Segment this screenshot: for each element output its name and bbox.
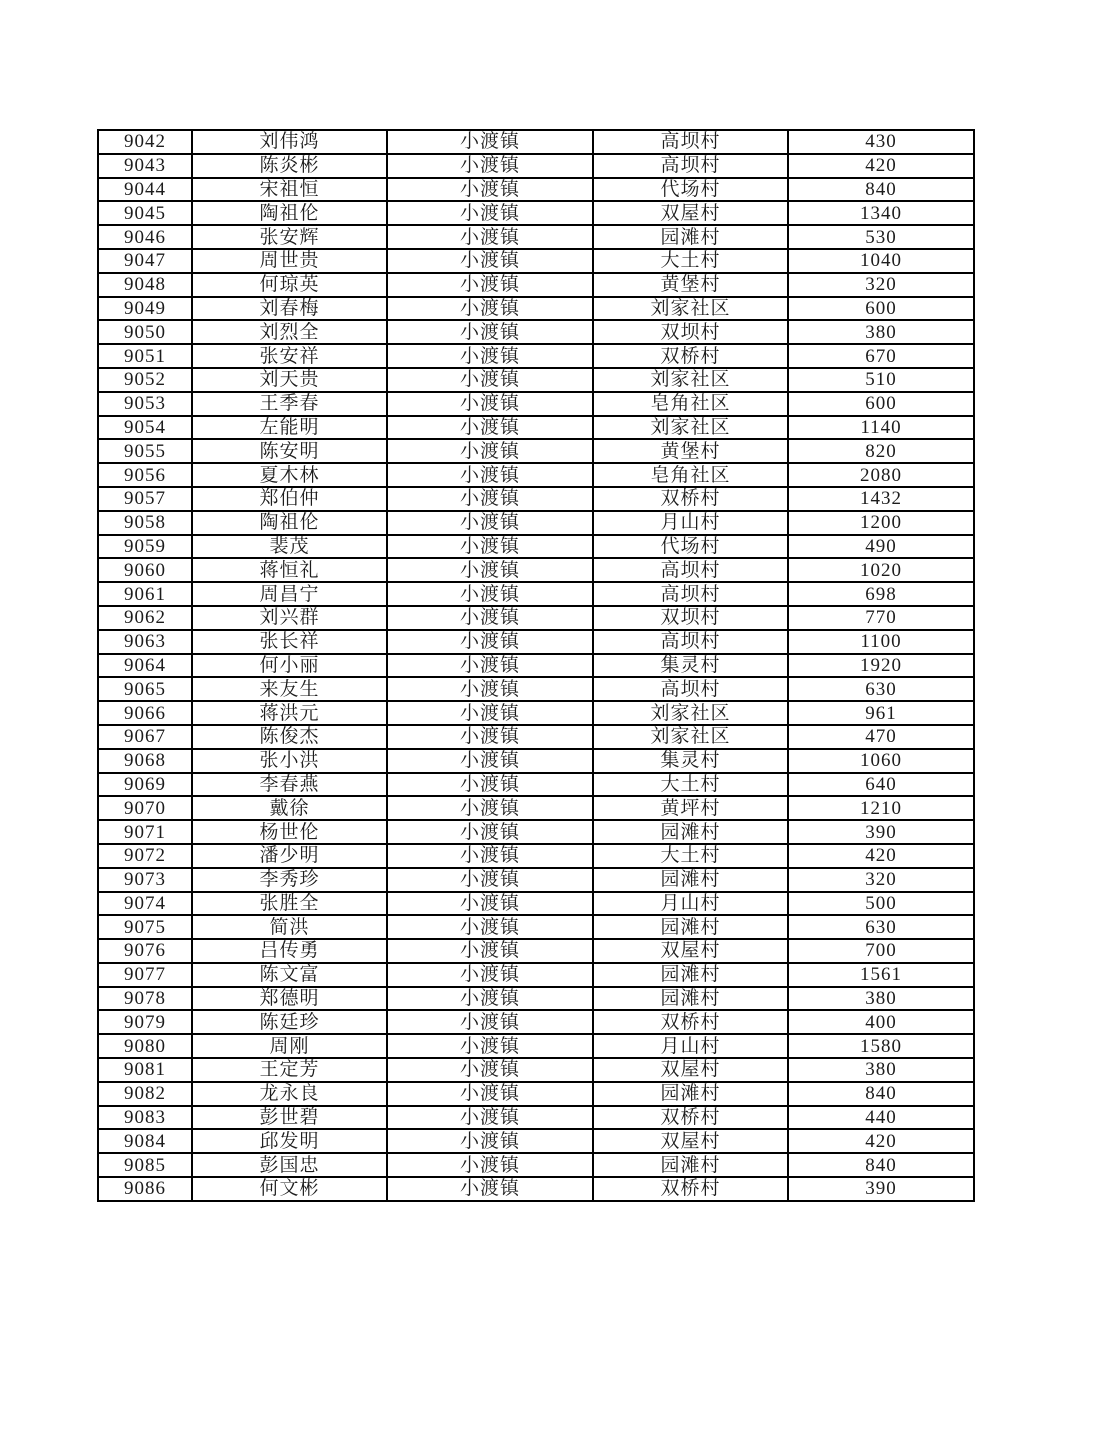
table-row xyxy=(98,392,974,416)
cell-id: 9046 xyxy=(98,225,192,249)
table-row xyxy=(98,1034,974,1058)
cell-id: 9074 xyxy=(98,892,192,916)
cell-town: 小渡镇 xyxy=(387,582,593,606)
cell-amount: 840 xyxy=(788,1082,974,1106)
table-row xyxy=(98,130,974,154)
cell-name: 陈安明 xyxy=(192,439,387,463)
cell-amount: 440 xyxy=(788,1106,974,1130)
cell-amount: 510 xyxy=(788,368,974,392)
cell-village: 双屋村 xyxy=(593,939,788,963)
cell-village: 园滩村 xyxy=(593,1082,788,1106)
cell-id: 9061 xyxy=(98,582,192,606)
cell-amount: 470 xyxy=(788,725,974,749)
cell-name: 宋祖恒 xyxy=(192,178,387,202)
table-row xyxy=(98,868,974,892)
cell-name: 周昌宁 xyxy=(192,582,387,606)
cell-amount: 630 xyxy=(788,677,974,701)
table-row xyxy=(98,677,974,701)
cell-name: 裴茂 xyxy=(192,535,387,559)
cell-village: 园滩村 xyxy=(593,963,788,987)
cell-town: 小渡镇 xyxy=(387,297,593,321)
cell-name: 周世贵 xyxy=(192,249,387,273)
cell-id: 9077 xyxy=(98,963,192,987)
cell-town: 小渡镇 xyxy=(387,630,593,654)
cell-town: 小渡镇 xyxy=(387,773,593,797)
cell-village: 高坝村 xyxy=(593,154,788,178)
cell-village: 黄堡村 xyxy=(593,439,788,463)
cell-village: 高坝村 xyxy=(593,558,788,582)
cell-amount: 2080 xyxy=(788,463,974,487)
cell-village: 双坝村 xyxy=(593,606,788,630)
cell-name: 龙永良 xyxy=(192,1082,387,1106)
table-row xyxy=(98,725,974,749)
cell-town: 小渡镇 xyxy=(387,749,593,773)
cell-id: 9078 xyxy=(98,987,192,1011)
cell-town: 小渡镇 xyxy=(387,439,593,463)
table-row xyxy=(98,154,974,178)
cell-village: 高坝村 xyxy=(593,582,788,606)
cell-amount: 390 xyxy=(788,820,974,844)
cell-name: 吕传勇 xyxy=(192,939,387,963)
table-row xyxy=(98,558,974,582)
cell-id: 9058 xyxy=(98,511,192,535)
table-row xyxy=(98,463,974,487)
cell-village: 园滩村 xyxy=(593,820,788,844)
cell-id: 9062 xyxy=(98,606,192,630)
table-row xyxy=(98,701,974,725)
table-row xyxy=(98,511,974,535)
cell-name: 郑德明 xyxy=(192,987,387,1011)
cell-id: 9073 xyxy=(98,868,192,892)
cell-village: 黄堡村 xyxy=(593,273,788,297)
cell-town: 小渡镇 xyxy=(387,1177,593,1201)
cell-town: 小渡镇 xyxy=(387,939,593,963)
cell-name: 陈俊杰 xyxy=(192,725,387,749)
cell-town: 小渡镇 xyxy=(387,511,593,535)
table-row xyxy=(98,416,974,440)
cell-amount: 670 xyxy=(788,344,974,368)
cell-amount: 530 xyxy=(788,225,974,249)
cell-id: 9047 xyxy=(98,249,192,273)
cell-name: 刘春梅 xyxy=(192,297,387,321)
cell-amount: 490 xyxy=(788,535,974,559)
cell-town: 小渡镇 xyxy=(387,725,593,749)
cell-town: 小渡镇 xyxy=(387,1153,593,1177)
cell-village: 园滩村 xyxy=(593,868,788,892)
cell-village: 月山村 xyxy=(593,511,788,535)
cell-village: 月山村 xyxy=(593,1034,788,1058)
cell-town: 小渡镇 xyxy=(387,987,593,1011)
cell-name: 彭世碧 xyxy=(192,1106,387,1130)
cell-id: 9069 xyxy=(98,773,192,797)
cell-name: 李秀珍 xyxy=(192,868,387,892)
cell-name: 杨世伦 xyxy=(192,820,387,844)
cell-amount: 1432 xyxy=(788,487,974,511)
cell-name: 彭国忠 xyxy=(192,1153,387,1177)
cell-town: 小渡镇 xyxy=(387,130,593,154)
cell-amount: 630 xyxy=(788,915,974,939)
cell-village: 双桥村 xyxy=(593,1106,788,1130)
cell-amount: 698 xyxy=(788,582,974,606)
cell-village: 集灵村 xyxy=(593,654,788,678)
cell-amount: 1140 xyxy=(788,416,974,440)
cell-village: 园滩村 xyxy=(593,225,788,249)
cell-name: 李春燕 xyxy=(192,773,387,797)
cell-id: 9067 xyxy=(98,725,192,749)
cell-id: 9055 xyxy=(98,439,192,463)
cell-amount: 1580 xyxy=(788,1034,974,1058)
cell-town: 小渡镇 xyxy=(387,892,593,916)
cell-town: 小渡镇 xyxy=(387,1034,593,1058)
cell-id: 9068 xyxy=(98,749,192,773)
cell-town: 小渡镇 xyxy=(387,796,593,820)
cell-village: 黄坪村 xyxy=(593,796,788,820)
cell-id: 9050 xyxy=(98,320,192,344)
cell-id: 9076 xyxy=(98,939,192,963)
cell-amount: 380 xyxy=(788,1058,974,1082)
cell-amount: 420 xyxy=(788,154,974,178)
cell-id: 9048 xyxy=(98,273,192,297)
cell-id: 9064 xyxy=(98,654,192,678)
cell-town: 小渡镇 xyxy=(387,820,593,844)
cell-amount: 420 xyxy=(788,1129,974,1153)
cell-id: 9086 xyxy=(98,1177,192,1201)
cell-amount: 1100 xyxy=(788,630,974,654)
cell-village: 双桥村 xyxy=(593,344,788,368)
table-row xyxy=(98,582,974,606)
table-row xyxy=(98,987,974,1011)
cell-village: 高坝村 xyxy=(593,677,788,701)
cell-amount: 320 xyxy=(788,273,974,297)
cell-village: 双桥村 xyxy=(593,1177,788,1201)
cell-village: 皂角社区 xyxy=(593,463,788,487)
cell-town: 小渡镇 xyxy=(387,368,593,392)
cell-village: 刘家社区 xyxy=(593,416,788,440)
cell-town: 小渡镇 xyxy=(387,915,593,939)
cell-village: 高坝村 xyxy=(593,630,788,654)
table-row xyxy=(98,1106,974,1130)
cell-name: 刘伟鸿 xyxy=(192,130,387,154)
table-row xyxy=(98,368,974,392)
table-row xyxy=(98,1153,974,1177)
table-row xyxy=(98,1177,974,1201)
cell-town: 小渡镇 xyxy=(387,1010,593,1034)
cell-amount: 420 xyxy=(788,844,974,868)
cell-name: 郑伯仲 xyxy=(192,487,387,511)
cell-town: 小渡镇 xyxy=(387,392,593,416)
cell-village: 月山村 xyxy=(593,892,788,916)
cell-town: 小渡镇 xyxy=(387,701,593,725)
table-row xyxy=(98,535,974,559)
cell-name: 何琼英 xyxy=(192,273,387,297)
cell-town: 小渡镇 xyxy=(387,677,593,701)
cell-village: 双屋村 xyxy=(593,1058,788,1082)
cell-name: 何文彬 xyxy=(192,1177,387,1201)
cell-id: 9084 xyxy=(98,1129,192,1153)
cell-village: 大土村 xyxy=(593,844,788,868)
cell-village: 双桥村 xyxy=(593,487,788,511)
cell-id: 9066 xyxy=(98,701,192,725)
cell-id: 9045 xyxy=(98,201,192,225)
table-row xyxy=(98,892,974,916)
cell-town: 小渡镇 xyxy=(387,1082,593,1106)
cell-village: 刘家社区 xyxy=(593,297,788,321)
cell-name: 周刚 xyxy=(192,1034,387,1058)
cell-name: 张小洪 xyxy=(192,749,387,773)
cell-name: 陈文富 xyxy=(192,963,387,987)
table-row xyxy=(98,225,974,249)
cell-id: 9082 xyxy=(98,1082,192,1106)
cell-amount: 500 xyxy=(788,892,974,916)
cell-amount: 1200 xyxy=(788,511,974,535)
cell-village: 双屋村 xyxy=(593,1129,788,1153)
cell-id: 9071 xyxy=(98,820,192,844)
cell-id: 9051 xyxy=(98,344,192,368)
cell-id: 9057 xyxy=(98,487,192,511)
table-row xyxy=(98,1010,974,1034)
cell-id: 9081 xyxy=(98,1058,192,1082)
cell-amount: 1920 xyxy=(788,654,974,678)
cell-id: 9072 xyxy=(98,844,192,868)
cell-town: 小渡镇 xyxy=(387,1129,593,1153)
cell-id: 9065 xyxy=(98,677,192,701)
cell-name: 简洪 xyxy=(192,915,387,939)
cell-id: 9053 xyxy=(98,392,192,416)
cell-amount: 640 xyxy=(788,773,974,797)
table-row xyxy=(98,273,974,297)
cell-name: 陶祖伦 xyxy=(192,201,387,225)
cell-village: 刘家社区 xyxy=(593,368,788,392)
cell-town: 小渡镇 xyxy=(387,868,593,892)
cell-town: 小渡镇 xyxy=(387,654,593,678)
cell-name: 张安辉 xyxy=(192,225,387,249)
cell-amount: 1060 xyxy=(788,749,974,773)
cell-amount: 700 xyxy=(788,939,974,963)
cell-town: 小渡镇 xyxy=(387,320,593,344)
cell-amount: 1020 xyxy=(788,558,974,582)
cell-name: 张胜全 xyxy=(192,892,387,916)
cell-town: 小渡镇 xyxy=(387,1058,593,1082)
cell-name: 刘烈全 xyxy=(192,320,387,344)
table-row xyxy=(98,178,974,202)
cell-village: 园滩村 xyxy=(593,987,788,1011)
cell-name: 左能明 xyxy=(192,416,387,440)
cell-name: 张安祥 xyxy=(192,344,387,368)
cell-name: 夏木林 xyxy=(192,463,387,487)
cell-amount: 961 xyxy=(788,701,974,725)
cell-id: 9044 xyxy=(98,178,192,202)
cell-town: 小渡镇 xyxy=(387,249,593,273)
table-row xyxy=(98,749,974,773)
cell-village: 刘家社区 xyxy=(593,725,788,749)
cell-amount: 400 xyxy=(788,1010,974,1034)
cell-id: 9043 xyxy=(98,154,192,178)
cell-town: 小渡镇 xyxy=(387,535,593,559)
table-row xyxy=(98,201,974,225)
table-row xyxy=(98,915,974,939)
cell-id: 9049 xyxy=(98,297,192,321)
cell-amount: 840 xyxy=(788,178,974,202)
table-row xyxy=(98,439,974,463)
cell-id: 9042 xyxy=(98,130,192,154)
cell-amount: 380 xyxy=(788,987,974,1011)
table-row xyxy=(98,844,974,868)
table-row xyxy=(98,487,974,511)
table-row xyxy=(98,773,974,797)
cell-amount: 1340 xyxy=(788,201,974,225)
cell-id: 9056 xyxy=(98,463,192,487)
cell-id: 9063 xyxy=(98,630,192,654)
cell-town: 小渡镇 xyxy=(387,225,593,249)
cell-name: 王季春 xyxy=(192,392,387,416)
cell-town: 小渡镇 xyxy=(387,416,593,440)
cell-id: 9060 xyxy=(98,558,192,582)
cell-amount: 820 xyxy=(788,439,974,463)
cell-town: 小渡镇 xyxy=(387,1106,593,1130)
cell-village: 双桥村 xyxy=(593,1010,788,1034)
cell-town: 小渡镇 xyxy=(387,273,593,297)
cell-name: 邱发明 xyxy=(192,1129,387,1153)
cell-name: 蒋恒礼 xyxy=(192,558,387,582)
cell-amount: 1040 xyxy=(788,249,974,273)
records-tbody xyxy=(98,130,974,1201)
table-row xyxy=(98,249,974,273)
table-row xyxy=(98,320,974,344)
cell-village: 双屋村 xyxy=(593,201,788,225)
cell-town: 小渡镇 xyxy=(387,154,593,178)
cell-name: 刘天贵 xyxy=(192,368,387,392)
cell-id: 9070 xyxy=(98,796,192,820)
table-row xyxy=(98,796,974,820)
cell-town: 小渡镇 xyxy=(387,178,593,202)
cell-amount: 380 xyxy=(788,320,974,344)
cell-village: 刘家社区 xyxy=(593,701,788,725)
table-row xyxy=(98,606,974,630)
cell-amount: 770 xyxy=(788,606,974,630)
cell-amount: 320 xyxy=(788,868,974,892)
table-row xyxy=(98,630,974,654)
cell-town: 小渡镇 xyxy=(387,963,593,987)
table-row xyxy=(98,1058,974,1082)
cell-amount: 430 xyxy=(788,130,974,154)
cell-village: 代场村 xyxy=(593,178,788,202)
cell-name: 潘少明 xyxy=(192,844,387,868)
cell-name: 陈廷珍 xyxy=(192,1010,387,1034)
cell-amount: 600 xyxy=(788,297,974,321)
cell-village: 园滩村 xyxy=(593,915,788,939)
cell-id: 9054 xyxy=(98,416,192,440)
cell-town: 小渡镇 xyxy=(387,606,593,630)
cell-town: 小渡镇 xyxy=(387,558,593,582)
cell-village: 园滩村 xyxy=(593,1153,788,1177)
cell-name: 何小丽 xyxy=(192,654,387,678)
cell-name: 来友生 xyxy=(192,677,387,701)
table-row xyxy=(98,654,974,678)
cell-amount: 1561 xyxy=(788,963,974,987)
cell-village: 大土村 xyxy=(593,773,788,797)
table-row xyxy=(98,939,974,963)
cell-village: 代场村 xyxy=(593,535,788,559)
cell-name: 陶祖伦 xyxy=(192,511,387,535)
cell-amount: 600 xyxy=(788,392,974,416)
table-row xyxy=(98,1082,974,1106)
cell-id: 9052 xyxy=(98,368,192,392)
cell-name: 张长祥 xyxy=(192,630,387,654)
cell-town: 小渡镇 xyxy=(387,487,593,511)
cell-id: 9085 xyxy=(98,1153,192,1177)
cell-id: 9075 xyxy=(98,915,192,939)
cell-town: 小渡镇 xyxy=(387,844,593,868)
cell-village: 皂角社区 xyxy=(593,392,788,416)
cell-town: 小渡镇 xyxy=(387,463,593,487)
table-row xyxy=(98,1129,974,1153)
cell-town: 小渡镇 xyxy=(387,201,593,225)
cell-amount: 390 xyxy=(788,1177,974,1201)
records-table xyxy=(97,129,975,1202)
cell-id: 9079 xyxy=(98,1010,192,1034)
cell-name: 陈炎彬 xyxy=(192,154,387,178)
cell-name: 刘兴群 xyxy=(192,606,387,630)
cell-village: 集灵村 xyxy=(593,749,788,773)
cell-name: 蒋洪元 xyxy=(192,701,387,725)
cell-id: 9080 xyxy=(98,1034,192,1058)
table-row xyxy=(98,820,974,844)
cell-name: 王定芳 xyxy=(192,1058,387,1082)
cell-id: 9083 xyxy=(98,1106,192,1130)
cell-id: 9059 xyxy=(98,535,192,559)
cell-village: 大土村 xyxy=(593,249,788,273)
cell-amount: 840 xyxy=(788,1153,974,1177)
table-row xyxy=(98,297,974,321)
table-row xyxy=(98,344,974,368)
cell-village: 高坝村 xyxy=(593,130,788,154)
cell-village: 双坝村 xyxy=(593,320,788,344)
table-row xyxy=(98,963,974,987)
cell-amount: 1210 xyxy=(788,796,974,820)
cell-name: 戴徐 xyxy=(192,796,387,820)
cell-town: 小渡镇 xyxy=(387,344,593,368)
